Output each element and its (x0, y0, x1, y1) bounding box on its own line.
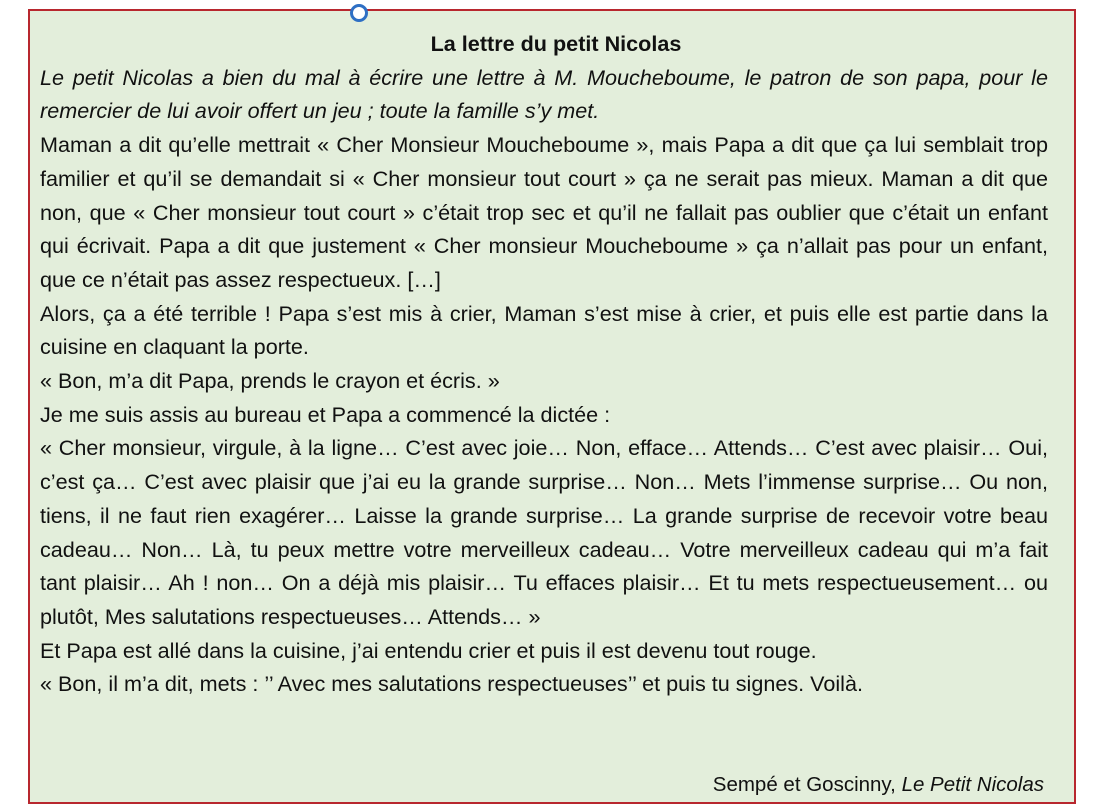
rotation-handle[interactable] (350, 4, 368, 22)
intro-paragraph: Le petit Nicolas a bien du mal à écrire une lettre à M. Moucheboume, le patron de son papa, pour le remercier de lui avoir offert un jeu ; toute la famille s’y met. (40, 64, 1048, 124)
document-title: La lettre du petit Nicolas (430, 31, 682, 56)
paragraph-4: Je me suis assis au bureau et Papa a commencé la dictée : (40, 401, 611, 427)
credit-authors: Sempé et Goscinny, (712, 773, 896, 796)
credit-book-title: Le Petit Nicolas (901, 773, 1044, 796)
paragraph-5: « Cher monsieur, virgule, à la ligne… C’est avec joie… Non, efface… Attends… C’est avec plaisir… Oui, c’est ça… C’est avec plaisir que j’ai eu la grande surprise… Non… Mets l’immense surprise… Ou non, tiens, il ne faut rien exagérer… Laisse la grande surprise… La grande surprise de recevoir votre beau cadeau… Non… Là, tu peux mettre votre merveilleux cadeau… Votre merveilleux cadeau qui m’a fait tant plaisir… Ah ! non… On a déjà mis plaisir… Tu effaces plaisir… Et tu mets respectueusement… ou plutôt, Mes salutations respectueuses… Attends… » (40, 435, 1048, 629)
paragraph-2: Alors, ça a été terrible ! Papa s’est mis à crier, Maman s’est mise à crier, et puis elle est partie dans la cuisine en claquant la porte. (40, 300, 1048, 360)
text-content (40, 27, 1048, 701)
text-box[interactable] (28, 9, 1076, 804)
paragraph-7: « Bon, il m’a dit, mets : ’’ Avec mes salutations respectueuses’’ et puis tu signes. Voilà. (40, 671, 863, 697)
paragraph-1: Maman a dit qu’elle mettrait « Cher Monsieur Moucheboume », mais Papa a dit que ça lui semblait trop familier et qu’il se demandait si « Cher monsieur tout court » ça ne serait pas mieux. Maman a dit que non, que « Cher monsieur tout court » c’était trop sec et qu’il ne fallait pas oublier que c’était un enfant qui écrivait. Papa a dit que justement « Cher monsieur Moucheboume » ça n’allait pas pour un enfant, que ce n’était pas assez respectueux. […] (40, 132, 1048, 292)
source-credit (713, 770, 1044, 800)
paragraph-6: Et Papa est allé dans la cuisine, j’ai entendu crier et puis il est devenu tout rouge. (40, 637, 817, 663)
paragraph-3: « Bon, m’a dit Papa, prends le crayon et écris. » (40, 368, 500, 394)
